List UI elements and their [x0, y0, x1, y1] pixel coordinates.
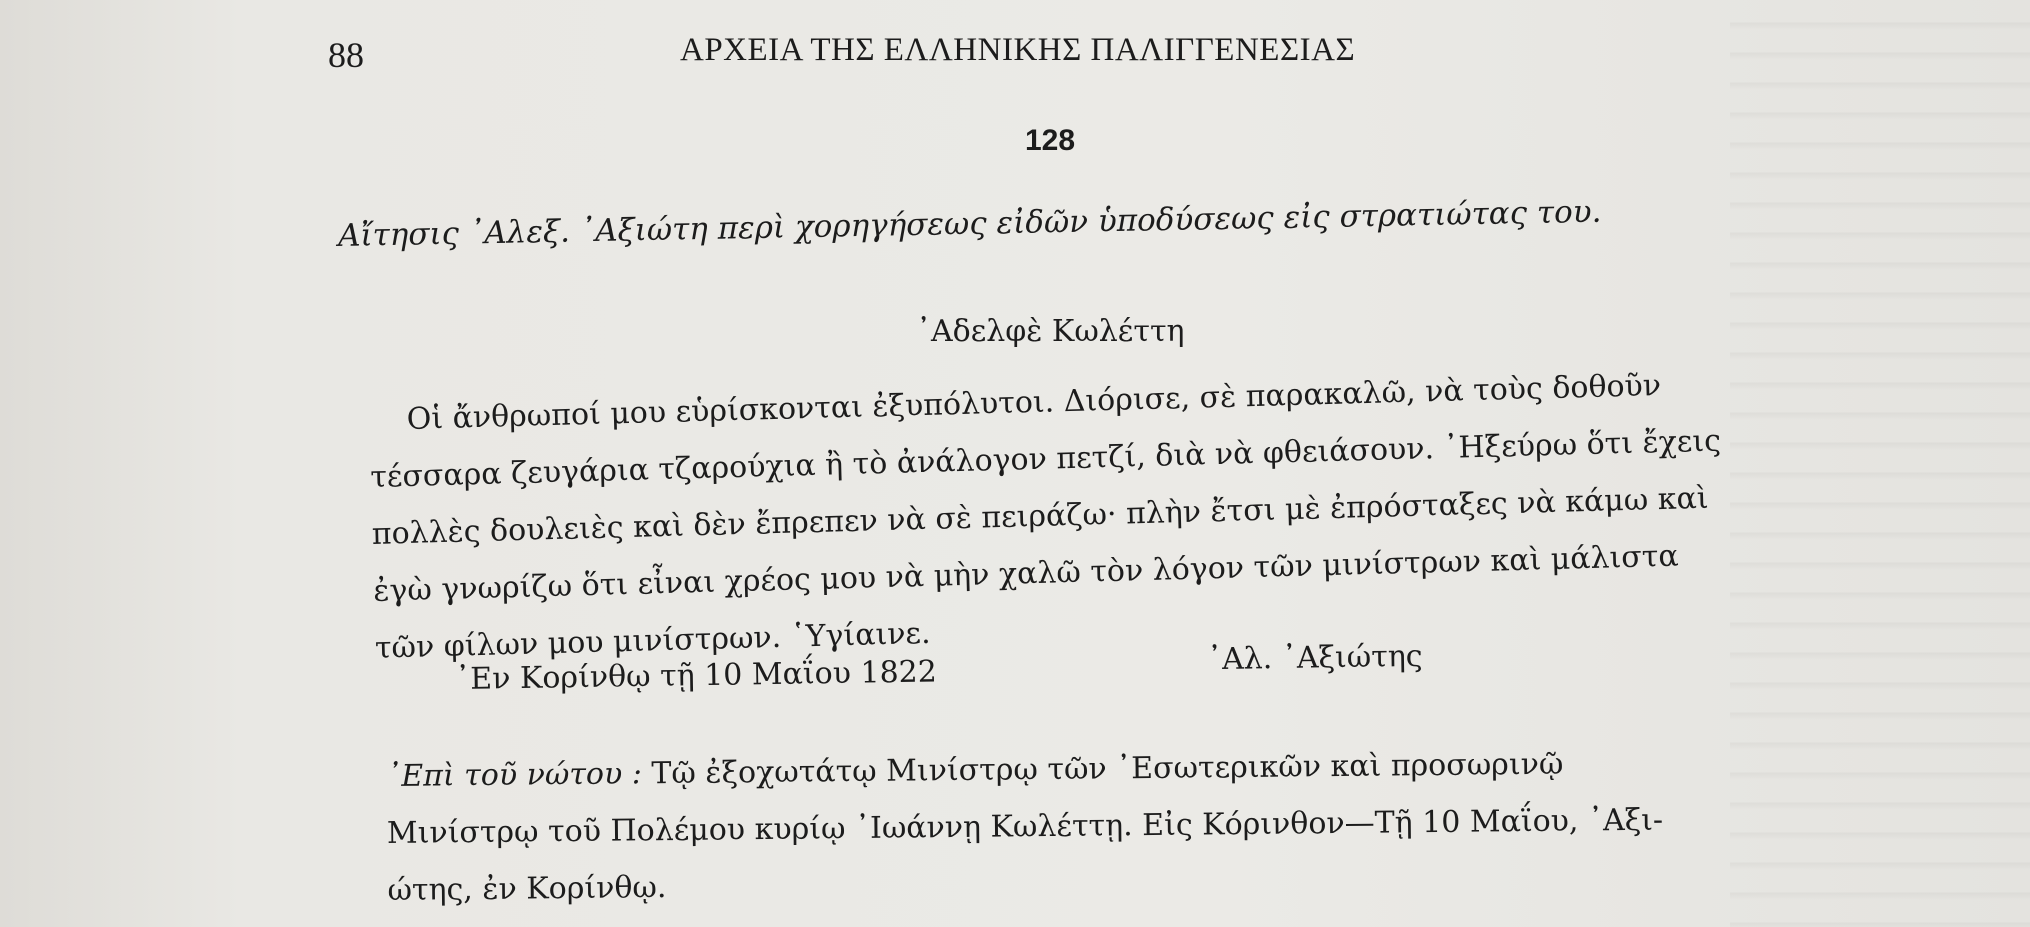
document-title: Αἴτησις ᾿Αλεξ. ᾿Αξιώτη περὶ χορηγήσεως εἰδῶν ὑποδύσεως εἰς στρατιώτας του. [337, 193, 1602, 254]
letter-body [368, 355, 1726, 676]
running-head: ΑΡΧΕΙΑ ΤΗΣ ΕΛΛΗΝΙΚΗΣ ΠΑΛΙΓΓΕΝΕΣΙΑΣ [680, 32, 1356, 68]
page-number: 88 [328, 35, 364, 75]
verso-line: Μινίστρῳ τοῦ Πολέμου κυρίῳ ᾿Ιωάννῃ Κωλέττῃ. Εἰς Κόρινθον—Τῇ 10 Μαΐου, ᾿Αξι- [386, 802, 1664, 851]
body-line: τῶν φίλων μου μινίστρων. ῾Υγίαινε. [374, 615, 931, 666]
body-line: Οἱ ἄνθρωποί μου εὑρίσκονται ἐξυπόλυτοι. Διόρισε, σὲ παρακαλῶ, νὰ τοὺς δοθοῦν [406, 368, 1662, 437]
verso-label: ᾿Επὶ τοῦ νώτου : [386, 756, 643, 794]
place-date: ᾿Εν Κορίνθῳ τῇ 10 Μαΐου 1822 [455, 654, 938, 697]
signature: ᾿Αλ. ᾿Αξιώτης [1206, 638, 1423, 678]
body-line: ἐγὼ γνωρίζω ὅτι εἶναι χρέος μου νὰ μὴν χαλῶ τὸν λόγον τῶν μινίστρων καὶ μάλιστα [372, 538, 1680, 609]
body-line: τέσσαρα ζευγάρια τζαρούχια ἢ τὸ ἀνάλογον πετζί, διὰ νὰ φθειάσουν. ᾿Ηξεύρω ὅτι ἔχεις [369, 423, 1722, 495]
verso-text: Τῷ ἐξοχωτάτῳ Μινίστρῳ τῶν ᾿Εσωτερικῶν καὶ προσωρινῷ [641, 746, 1564, 792]
document-number: 128 [1025, 124, 1076, 157]
show-through-texture [1730, 0, 2030, 927]
verso-note [386, 735, 1664, 919]
body-line: πολλὲς δουλειὲς καὶ δὲν ἔπρεπεν νὰ σὲ πειράζω· πλὴν ἔτσι μὲ ἐπρόσταξες νὰ κάμω καὶ [371, 480, 1709, 552]
verso-line: ώτης, ἐν Κορίνθῳ. [387, 870, 667, 908]
letter-salutation: ᾿Αδελφὲ Κωλέττη [916, 314, 1185, 349]
